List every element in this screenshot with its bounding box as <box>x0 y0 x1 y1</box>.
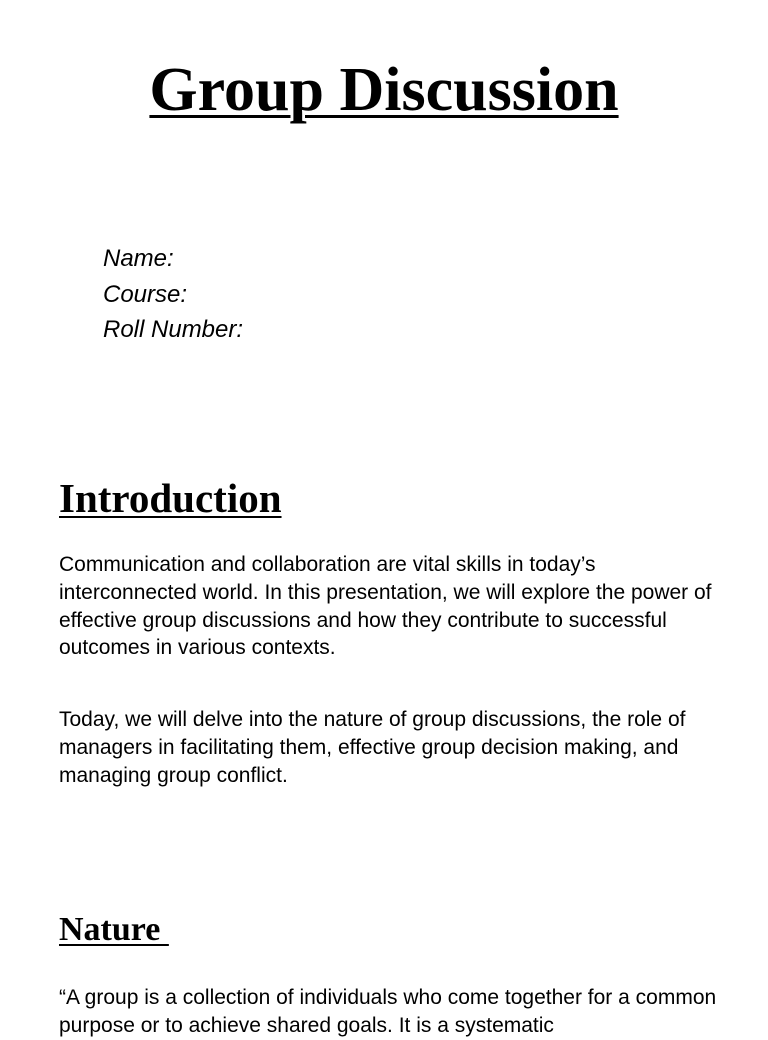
roll-number-field-label: Roll Number: <box>103 316 244 343</box>
nature-heading: Nature <box>59 911 169 948</box>
introduction-heading: Introduction <box>59 475 282 521</box>
introduction-paragraph-1: Communication and collaboration are vital skills in today’s interconnected world. In this presentation, we will explore the power of effective group discussions and how they contribute to successful outcomes in various contexts. <box>59 553 712 660</box>
student-info-fields <box>103 241 243 348</box>
introduction-paragraph-2: Today, we will delve into the nature of group discussions, the role of managers in facilitating them, effective group decision making, and managing group conflict. <box>59 708 686 787</box>
nature-paragraph-1: “A group is a collection of individuals who come together for a common purpose or to achieve shared goals. It is a systematic <box>59 986 717 1037</box>
name-field-label: Name: <box>103 245 174 272</box>
document-title: Group Discussion <box>149 56 619 124</box>
course-field-label: Course: <box>103 280 188 308</box>
